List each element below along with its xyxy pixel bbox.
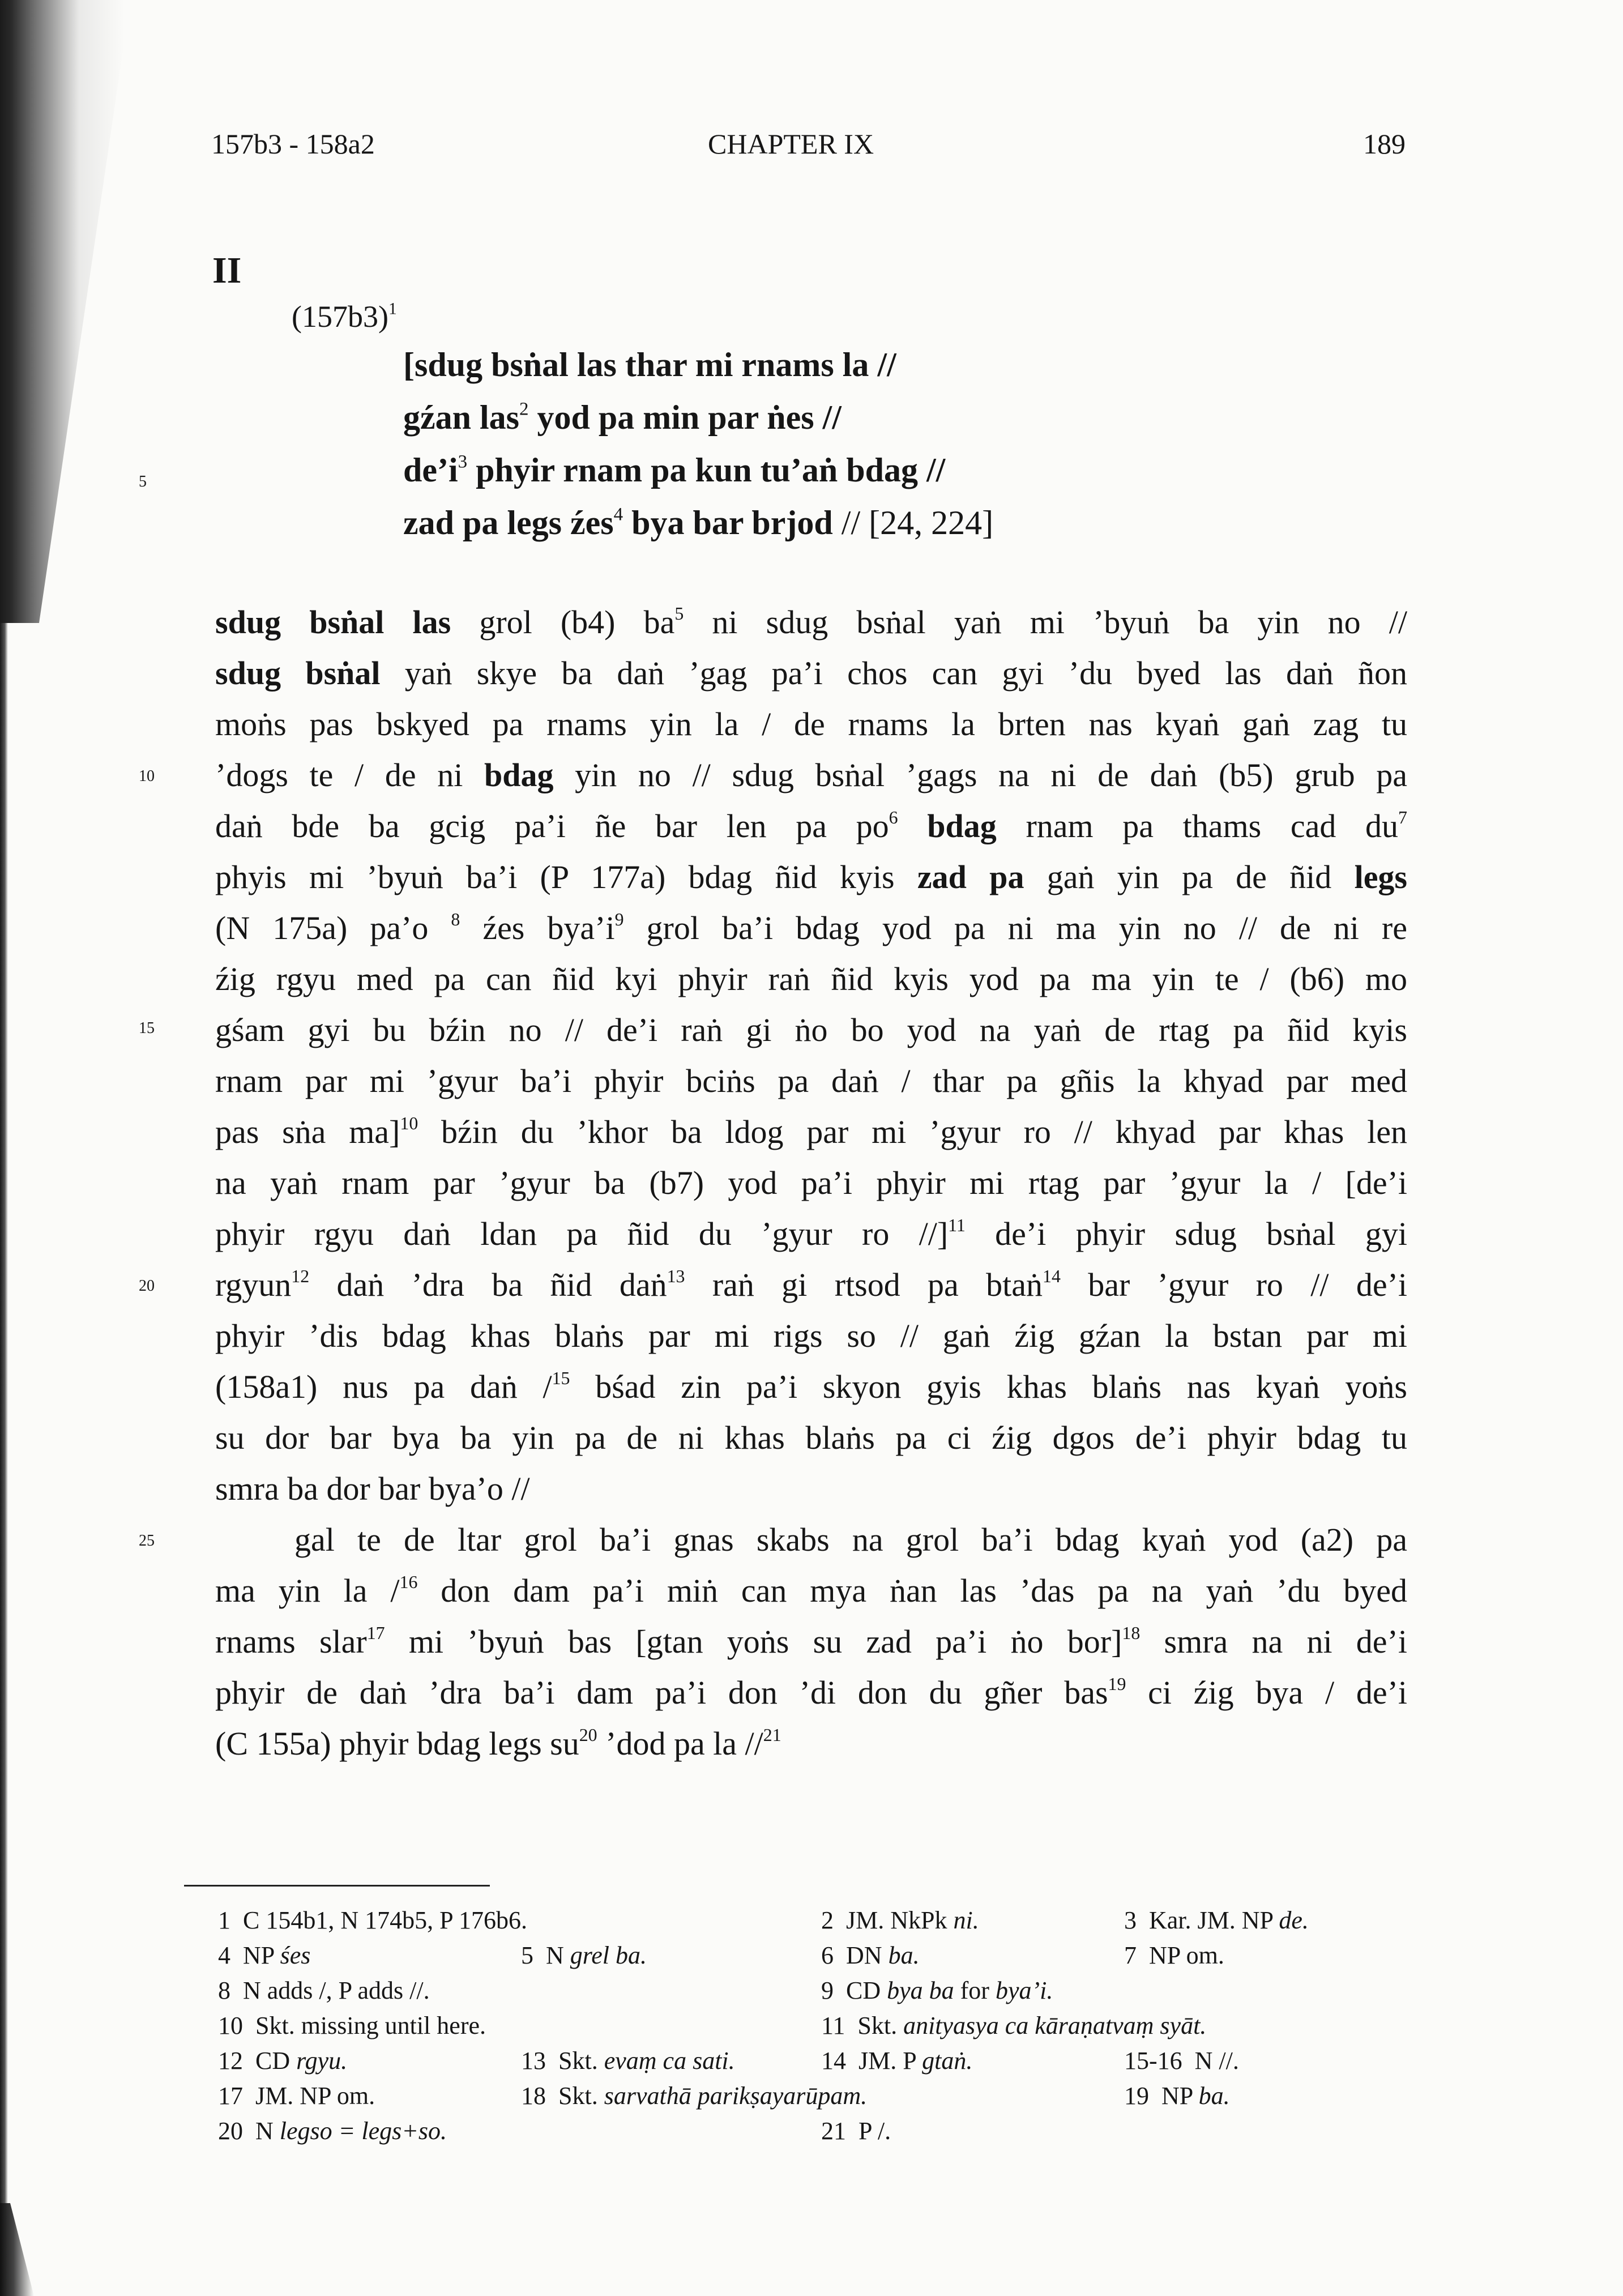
prose-line [215,1215,1407,1253]
lemma-text: sdug bsṅal las [215,604,451,641]
line-number: 5 [139,473,147,490]
footnote-text: ba. [1198,2082,1230,2110]
footnote-text: Skt. [558,2047,604,2075]
book-binding-shadow [0,0,130,623]
footnote-text: rgyu. [296,2047,348,2075]
footnote-number: 19 [1124,2082,1149,2110]
verse-line-3: $de’i^3$ phyir rnam pa kun tu’aṅ bdag // [403,451,946,489]
footnote-number: 3 [1124,1906,1137,1934]
prose-line [215,1266,1407,1304]
footnote-20 [218,2116,447,2145]
footnote-18 [521,2081,867,2110]
note-reference: 6 [889,808,898,828]
footnote-text: legso = legs+so. [279,2117,447,2145]
prose-text: grol ba’i bdag yod pa ni ma yin no // de ni re [623,910,1407,946]
footnote-number: 9 [821,1977,834,2004]
footnote-17 [218,2081,375,2110]
line-number: 10 [139,767,155,785]
lemma-text: zad pa [917,859,1024,895]
footnote-3 [1124,1906,1309,1935]
prose-text: phyir de daṅ ’dra ba’i dam pa’i don ’di don du gñer bas [215,1674,1108,1711]
prose-text: rnam pa thams cad du [996,808,1399,844]
prose-line [215,1062,1407,1100]
footnote-number: 14 [821,2047,846,2075]
section-label: II [212,250,242,291]
prose-line [215,1113,1407,1151]
note-reference: 15 [552,1368,570,1389]
header-folio-range: 157b3 - 158a2 [211,128,375,160]
prose-text: su dor bar bya ba yin pa de ni khas blaṅs pa ci źig dgos de’i phyir bdag tu [215,1419,1407,1456]
prose-text: grol (b4) ba [451,604,675,641]
prose-text: źes bya’i [460,910,615,946]
prose-text: yaṅ skye ba daṅ ’gag pa’i chos can gyi ’du byed las daṅ ñon [380,655,1407,692]
prose-text: pas sṅa ma] [215,1113,400,1150]
footnote-2 [821,1906,979,1935]
prose-text: de’i phyir sdug bsṅal gyi [965,1215,1408,1252]
footnote-9 [821,1976,1053,2005]
footnote-text: bya ba [887,1977,954,2004]
note-reference: 16 [399,1572,418,1593]
prose-line [215,858,1407,896]
prose-line [215,909,1407,947]
footnote-text: Skt. [857,2012,904,2039]
footnote-number: 1 [218,1906,230,1934]
prose-text: daṅ ’dra ba ñid daṅ [309,1266,667,1303]
prose-text: yin no // sdug bsṅal ’gags na ni de daṅ (b5) grub pa [553,757,1407,793]
footnote-number: 4 [218,1941,230,1969]
prose-text: daṅ bde ba gcig pa’i ñe bar len pa po [215,808,889,844]
prose-text: na yaṅ rnam par ’gyur ba (b7) yod pa’i phyir mi rtag par ’gyur la / [de’i [215,1164,1407,1201]
footnote-text: JM. NkPk [846,1906,954,1934]
page-corner-shadow [0,2203,34,2296]
footnote-text: NP om. [1149,1941,1224,1969]
footnote-12 [218,2046,347,2075]
footnote-11 [821,2011,1206,2040]
footnote-text: Skt. missing until here. [255,2012,486,2039]
prose-text: bźin du ’khor ba ldog par mi ’gyur ro // khyad par khas len [418,1113,1407,1150]
footnote-text: N adds /, P adds //. [243,1977,430,2004]
footnote-7 [1124,1941,1224,1970]
prose-line [215,807,1407,845]
footnote-number: 10 [218,2012,243,2039]
prose-line [215,960,1407,998]
note-reference: 13 [667,1266,685,1287]
header-chapter-title: CHAPTER IX [708,128,874,160]
footnote-text: ni. [953,1906,979,1934]
prose-text: gaṅ yin pa de ñid [1024,859,1355,895]
prose-text: ’dogs te / de ni [215,757,484,793]
footnote-text: Skt. [558,2082,604,2110]
prose-text: gal te de ltar grol ba’i gnas skabs na grol ba’i bdag kyaṅ yod (a2) pa [294,1521,1407,1558]
footnote-text: evaṃ ca sati. [604,2047,735,2075]
note-reference: 7 [1398,808,1407,828]
footnote-text: ba. [888,1941,920,1969]
folio-reference: $(157b3)^1$ [292,300,397,334]
prose-line [215,1572,1407,1610]
prose-line [215,1164,1407,1202]
lemma-text: sdug bsṅal [215,655,381,692]
prose-line [215,1011,1407,1049]
footnote-number: 20 [218,2117,243,2145]
lemma-text: legs [1354,859,1408,895]
line-number: 15 [139,1019,155,1037]
footnote-text: JM. NP om. [255,2082,375,2110]
note-reference: 14 [1043,1266,1061,1287]
note-reference: 8 [451,910,460,930]
footnote-text: anityasya ca kāraṇatvaṃ syāt. [903,2012,1207,2039]
footnote-15-16 [1124,2046,1239,2075]
footnote-number: 13 [521,2047,546,2075]
footnote-number: 21 [821,2117,846,2145]
footnote-number: 7 [1124,1941,1137,1969]
footnote-text: gtaṅ. [922,2047,973,2075]
verse-line-2: gźan las$^2$ yod pa min par ṅes // [403,399,842,436]
footnote-text: sarvathā parikṣayarūpam. [604,2082,868,2110]
prose-line [215,1368,1407,1406]
footnote-text: śes [280,1941,311,1969]
footnote-text: CD [255,2047,297,2075]
note-reference: 17 [366,1623,385,1644]
header-page-number: 189 [1363,128,1406,160]
prose-line [215,705,1407,743]
footnote-text: NP [1161,2082,1199,2110]
footnote-number: 5 [521,1941,533,1969]
footnote-text: N //. [1194,2047,1239,2075]
note-reference: 19 [1108,1674,1126,1695]
footnote-text: N [255,2117,280,2145]
footnote-4 [218,1941,310,1970]
note-reference: 20 [579,1725,597,1746]
footnote-number: 11 [821,2012,845,2039]
line-number: 20 [139,1277,155,1295]
prose-line [215,1623,1407,1661]
footnote-1 [218,1906,527,1935]
prose-text: phyis mi ’byuṅ ba’i (P 177a) bdag ñid kyis [215,859,917,895]
prose-text: (C 155a) phyir bdag legs su [215,1725,579,1762]
prose-line [215,1470,1407,1508]
footnote-6 [821,1941,920,1970]
note-reference: 18 [1122,1623,1141,1644]
verse-line-1: [sdug bsṅal las thar mi rnams la // [403,346,896,383]
note-reference: 21 [763,1725,781,1746]
prose-text: gśam gyi bu bźin no // de’i raṅ gi ṅo bo yod na yaṅ de rtag pa ñid kyis [215,1012,1407,1048]
footnote-text: P /. [859,2117,891,2145]
footnote-text: CD [846,1977,887,2004]
footnote-13 [521,2046,735,2075]
prose-text: rnams slar [215,1623,367,1660]
prose-line [215,654,1407,692]
prose-text: ma yin la / [215,1572,400,1609]
prose-text: mi ’byuṅ bas [gtan yoṅs su zad pa’i ṅo bor] [385,1623,1122,1660]
footnote-text: for [954,1977,996,2004]
footnote-number: 12 [218,2047,243,2075]
prose-line [215,756,1407,794]
footnote-21 [821,2116,891,2145]
footnote-14 [821,2046,972,2075]
footnote-text: DN [846,1941,889,1969]
prose-text [898,808,928,844]
note-reference: 11 [948,1215,966,1236]
footnote-text: C 154b1, N 174b5, P 176b6. [243,1906,527,1934]
prose-text: raṅ gi rtsod pa btaṅ [685,1266,1043,1303]
prose-text: smra na ni de’i [1140,1623,1407,1660]
prose-text: moṅs pas bskyed pa rnams yin la / de rnams la brten nas kyaṅ gaṅ zag tu [215,706,1407,742]
prose-line [215,1317,1407,1355]
prose-line [215,1419,1407,1457]
prose-text: ni sdug bsṅal yaṅ mi ’byuṅ ba yin no // [684,604,1407,641]
footnote-number: 17 [218,2082,243,2110]
footnote-text: JM. P [859,2047,922,2075]
prose-line [215,1725,1407,1762]
footnote-rule [184,1885,490,1887]
prose-text: ci źig bya / de’i [1126,1674,1407,1711]
prose-line [215,603,1407,641]
note-reference: 5 [674,604,684,624]
footnote-number: 6 [821,1941,834,1969]
prose-text: (N 175a) pa’o [215,910,451,946]
footnote-text: grel ba. [570,1941,647,1969]
footnote-text: de. [1279,1906,1309,1934]
line-number: 25 [139,1532,155,1550]
prose-text: źig rgyu med pa can ñid kyi phyir raṅ ñid kyis yod pa ma yin te / (b6) mo [215,961,1407,997]
page-edge-shadow [0,623,8,2296]
footnote-5 [521,1941,647,1970]
footnote-number: 18 [521,2082,546,2110]
prose-line [294,1521,1407,1559]
footnote-number: 15-16 [1124,2047,1182,2075]
note-reference: 12 [291,1266,310,1287]
note-reference: 9 [614,910,624,930]
prose-text: bar ’gyur ro // de’i [1060,1266,1408,1303]
prose-text: don dam pa’i miṅ can mya ṅan las ’das pa na yaṅ ’du byed [417,1572,1407,1609]
prose-text: ’dod pa la // [597,1725,763,1762]
footnote-text: N [546,1941,570,1969]
note-reference: 10 [400,1113,418,1134]
prose-text: smra ba dor bar bya’o // [215,1470,530,1507]
footnote-number: 8 [218,1977,230,2004]
footnote-19 [1124,2081,1230,2110]
prose-text: bśad zin pa’i skyon gyis khas blaṅs nas kyaṅ yoṅs [570,1368,1407,1405]
prose-text: phyir rgyu daṅ ldan pa ñid du ’gyur ro //] [215,1215,949,1252]
footnote-text: Kar. JM. NP [1149,1906,1279,1934]
verse-line-4: zad pa legs źes$^4$ bya bar brjod // [24, 224] [403,504,994,541]
lemma-text: bdag [927,808,997,844]
footnote-text: NP [243,1941,280,1969]
footnote-8 [218,1976,430,2005]
prose-text: rgyun [215,1266,292,1303]
footnote-10 [218,2011,486,2040]
footnote-number: 2 [821,1906,834,1934]
lemma-text: bdag [484,757,554,793]
prose-text: phyir ’dis bdag khas blaṅs par mi rigs so // gaṅ źig gźan la bstan par mi [215,1317,1407,1354]
prose-line [215,1674,1407,1712]
prose-text: rnam par mi ’gyur ba’i phyir bciṅs pa daṅ / thar pa gñis la khyad par med [215,1062,1407,1099]
prose-text: (158a1) nus pa daṅ / [215,1368,552,1405]
footnote-text: bya’i. [995,1977,1053,2004]
